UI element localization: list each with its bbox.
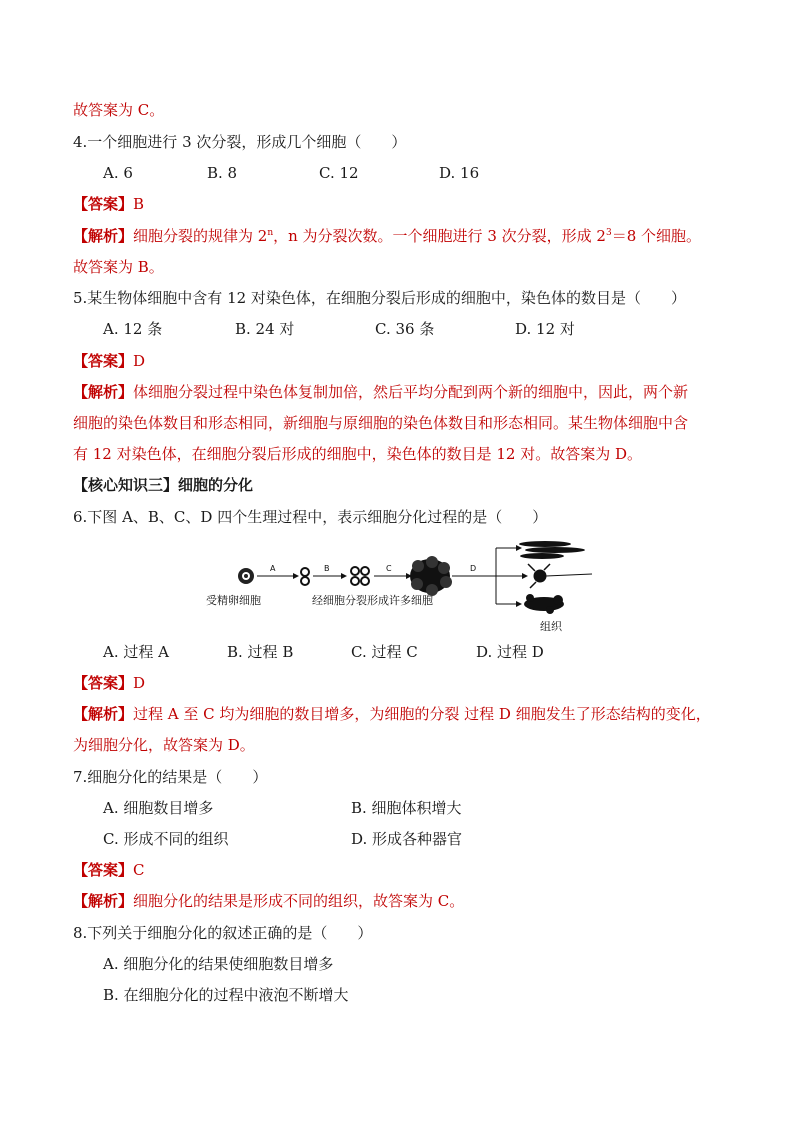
answer-value: D	[133, 674, 146, 692]
q5-option-b: B. 24 对	[235, 320, 295, 338]
answer-6	[73, 673, 145, 693]
explanation-text: 过程 A 至 C 均为细胞的数目增多，为细胞的分裂 过程 D 细胞发生了形态结构的变化，	[133, 705, 711, 723]
explanation-label: 【解析】	[73, 892, 134, 910]
explanation-6-line-2: 为细胞分化，故答案为 D。	[73, 736, 255, 754]
q7-option-c: C. 形成不同的组织	[103, 830, 229, 848]
answer-label: 【答案】	[73, 352, 134, 370]
explanation-text: 细胞分化的结果是形成不同的组织，故答案为 C。	[133, 892, 465, 910]
q5-option-c: C. 36 条	[375, 320, 435, 338]
explanation-text: 细胞分裂的规律为 2$^n$，n 为分裂次数。一个细胞进行 3 次分裂，形成 $2^3=8$ 个细胞。	[133, 227, 701, 245]
q4-option-d: D. 16	[439, 164, 480, 182]
question-8: 8.下列关于细胞分化的叙述正确的是（ ）	[73, 924, 373, 942]
explanation-text: 体细胞分裂过程中染色体复制加倍，然后平均分配到两个新的细胞中，因此，两个新	[133, 383, 689, 401]
q6-option-b: B. 过程 B	[227, 643, 294, 661]
answer-4	[73, 194, 144, 214]
arrow-c-label: C	[386, 564, 392, 573]
explanation-6	[73, 704, 711, 724]
arrow-b-label: B	[324, 564, 330, 573]
four-cells	[351, 567, 369, 585]
answer-5	[73, 351, 145, 371]
nerve-tissue	[528, 564, 592, 588]
q4-option-b: B. 8	[207, 164, 238, 182]
explanation-label: 【解析】	[73, 227, 134, 245]
q5-option-d: D. 12 对	[515, 320, 575, 338]
q7-option-b: B. 细胞体积增大	[351, 799, 462, 817]
zygote-label: 受精卵细胞	[206, 594, 261, 607]
question-4: 4.一个细胞进行 3 次分裂，形成几个细胞（ ）	[73, 133, 407, 151]
q6-option-c: C. 过程 C	[351, 643, 418, 661]
answer-conclusion: 故答案为 C。	[73, 101, 165, 119]
q8-option-a: A. 细胞分化的结果使细胞数目增多	[103, 955, 334, 973]
explanation-label: 【解析】	[73, 383, 134, 401]
q7-option-d: D. 形成各种器官	[351, 830, 463, 848]
q7-option-a: A. 细胞数目增多	[103, 799, 214, 817]
tissue-label: 组织	[540, 620, 562, 633]
q4-option-a: A. 6	[103, 164, 133, 182]
cell-cluster	[410, 556, 452, 596]
q8-option-b: B. 在细胞分化的过程中液泡不断增大	[103, 986, 349, 1004]
arrow-d-label: D	[470, 564, 477, 573]
q5-option-a: A. 12 条	[103, 320, 163, 338]
explanation-4	[73, 226, 701, 246]
question-5: 5.某生物体细胞中含有 12 对染色体，在细胞分裂后形成的细胞中，染色体的数目是（ ）	[73, 289, 686, 307]
explanation-5	[73, 382, 688, 402]
explanation-label: 【解析】	[73, 705, 134, 723]
answer-label: 【答案】	[73, 861, 134, 879]
q6-option-d: D. 过程 D	[476, 643, 544, 661]
two-cells	[301, 568, 309, 576]
connective-tissue	[524, 594, 564, 614]
explanation-5-line-2: 细胞的染色体数目和形态相同，新细胞与原细胞的染色体数目和形态相同。某生物体细胞中含	[73, 414, 689, 432]
question-6: 6.下图 A、B、C、D 四个生理过程中，表示细胞分化过程的是（ ）	[73, 508, 548, 526]
q4-option-c: C. 12	[319, 164, 359, 182]
answer-value: D	[133, 352, 146, 370]
explanation-5-line-3: 有 12 对染色体，在细胞分裂后形成的细胞中，染色体的数目是 12 对。故答案为 D。	[73, 445, 643, 463]
explanation-4-line-2: 故答案为 B。	[73, 258, 164, 276]
section-heading: 【核心知识三】细胞的分化	[73, 476, 254, 494]
answer-label: 【答案】	[73, 195, 134, 213]
question-7: 7.细胞分化的结果是（ ）	[73, 768, 268, 786]
q6-option-a: A. 过程 A	[103, 643, 169, 661]
answer-value: C	[133, 861, 145, 879]
explanation-7	[73, 891, 464, 911]
muscle-tissue	[519, 541, 585, 559]
arrow-a-label: A	[270, 564, 276, 573]
cell-differentiation-diagram	[200, 538, 610, 638]
answer-label: 【答案】	[73, 674, 134, 692]
answer-7	[73, 860, 145, 880]
answer-value: B	[133, 195, 145, 213]
division-label: 经细胞分裂形成许多细胞	[312, 594, 433, 607]
